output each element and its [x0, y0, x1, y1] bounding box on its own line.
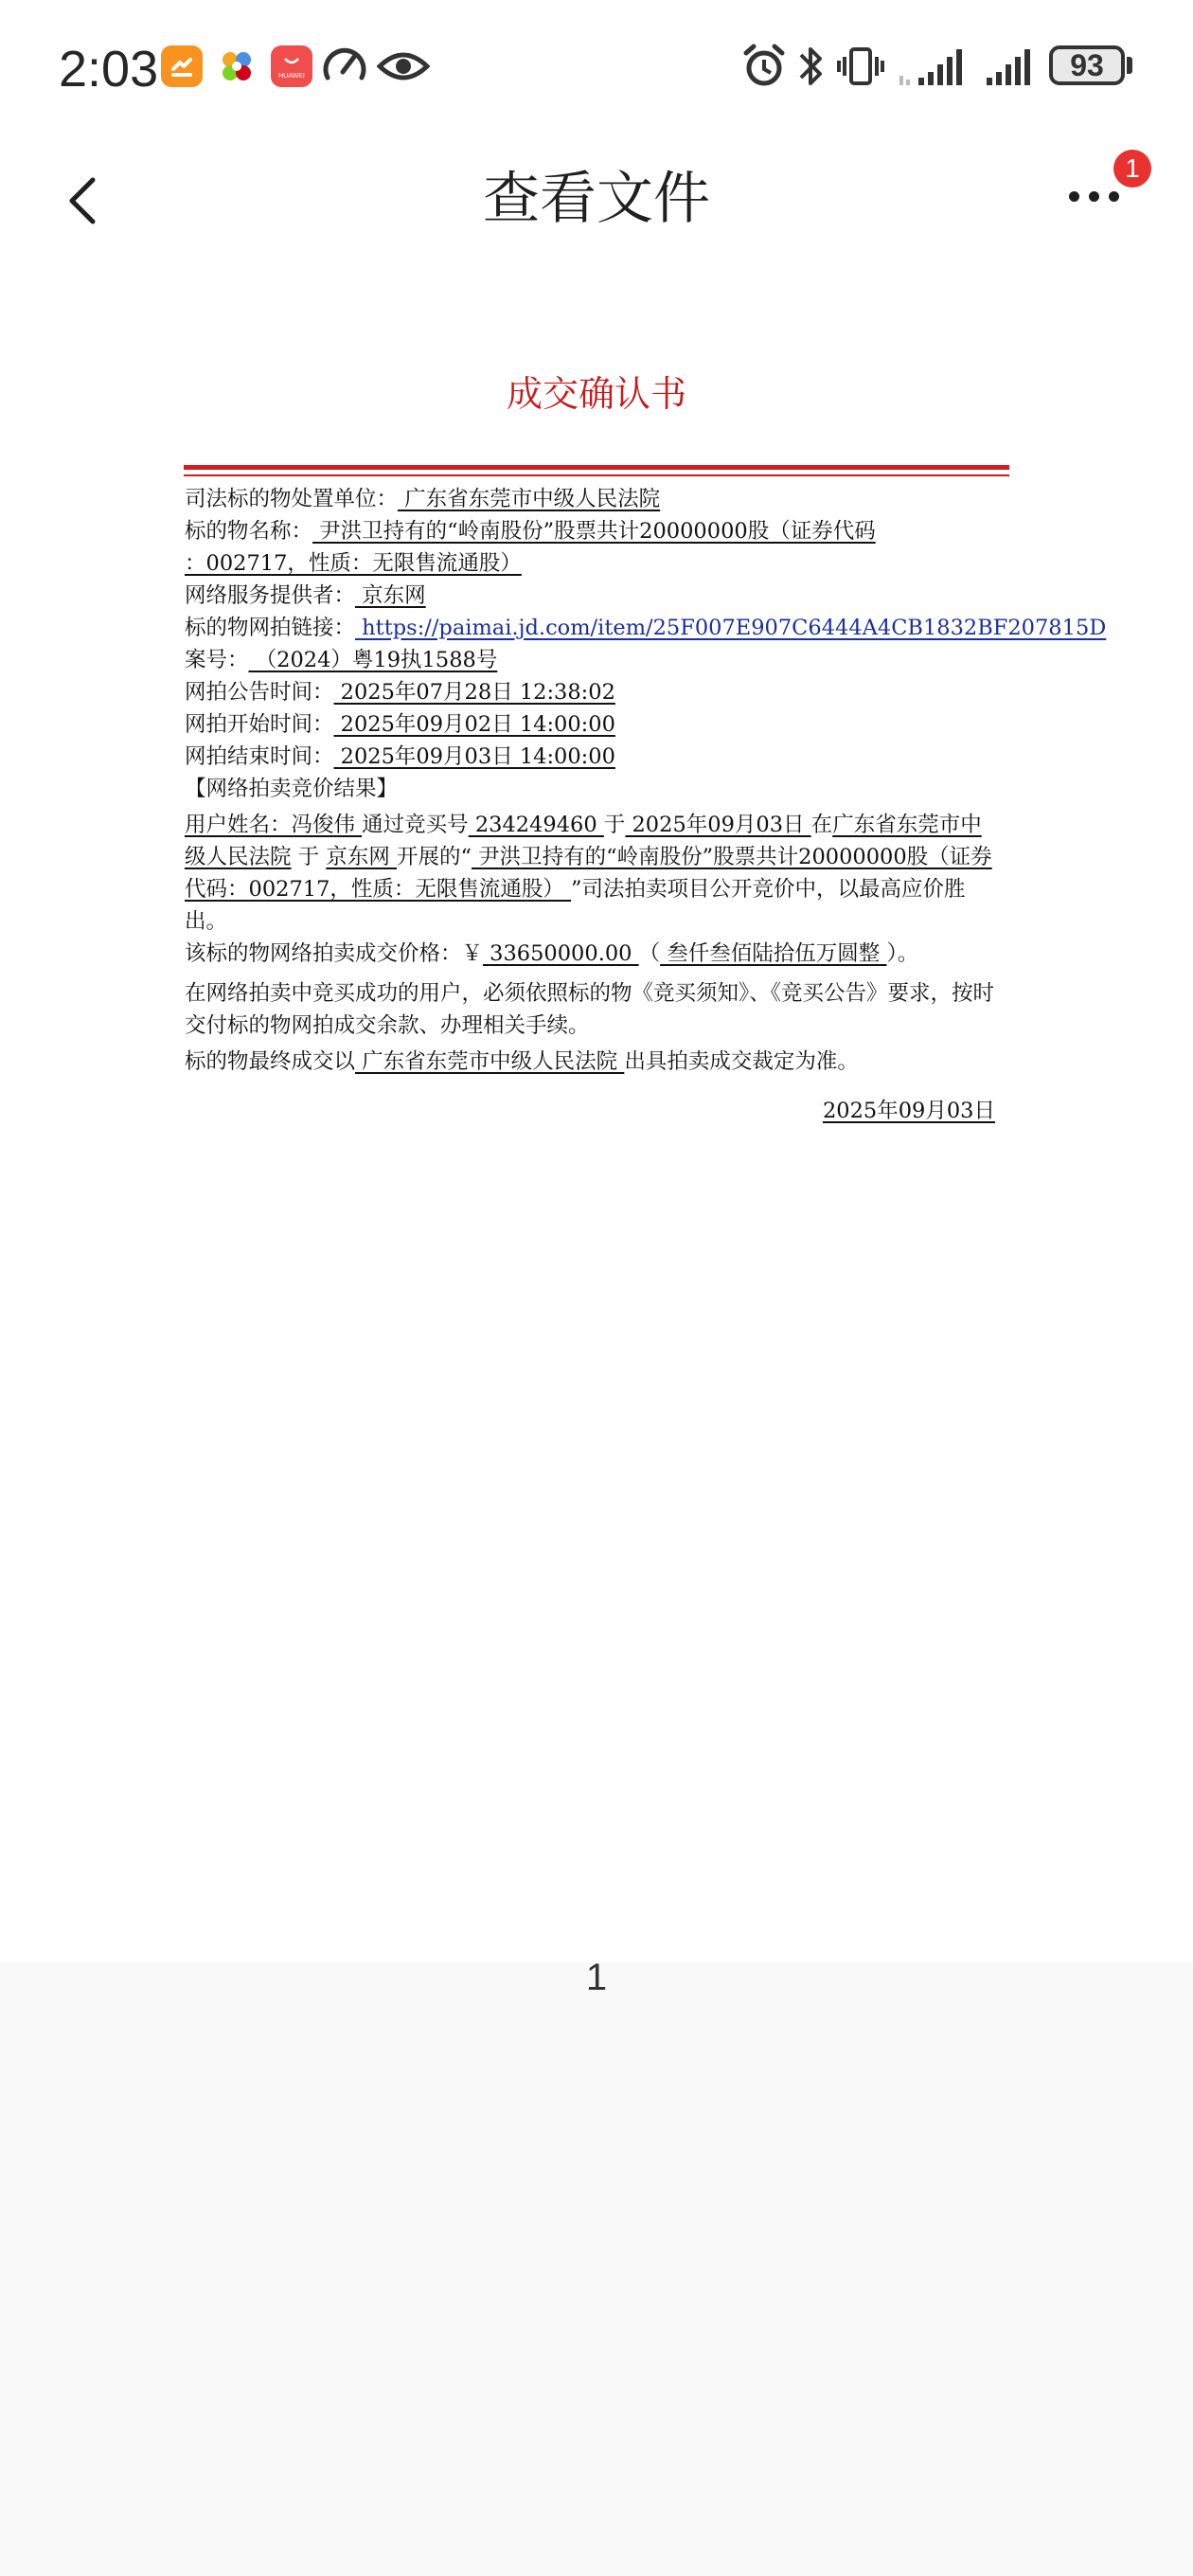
status-bar	[0, 0, 1193, 133]
document-body	[185, 483, 1107, 1127]
item-name-value: 尹洪卫持有的“岭南股份”股票共计20000000股（证券代码	[312, 519, 876, 544]
page-background	[0, 1962, 1193, 2576]
orange-app-icon	[161, 45, 203, 87]
court-value: 广东省东莞市中级人民法院	[398, 487, 661, 511]
case-value: （2024）粤19执1588号	[248, 648, 498, 672]
result-heading: 【网络拍卖竞价结果】	[185, 777, 399, 801]
start-value: 2025年09月02日 14:00:00	[333, 712, 615, 737]
bluetooth-icon	[795, 42, 828, 91]
document-title: 成交确认书	[506, 373, 686, 415]
battery-level: 93	[1070, 47, 1104, 82]
battery-tip	[1127, 57, 1132, 74]
battery-indicator	[1049, 45, 1125, 85]
link-line: 标的物网拍链接： https://paimai.jd.com/item/25F007E907C6444A4CB1832BF207815D	[185, 616, 1107, 640]
eye-icon	[377, 42, 430, 91]
price-line: 该标的物网络拍卖成交价格：￥ 33650000.00 （ 叁仟叁佰陆拾伍万圆整 ）。	[185, 941, 919, 966]
page-number: 1	[585, 1957, 608, 1998]
page-title: 查看文件	[483, 166, 710, 232]
alarm-icon	[742, 42, 786, 91]
end-line: 网拍结束时间： 2025年09月03日 14:00:00	[185, 744, 615, 769]
vibrate-icon	[837, 42, 884, 91]
announce-value: 2025年07月28日 12:38:02	[333, 680, 615, 705]
title-rule-thick	[184, 465, 1009, 470]
pinwheel-app-icon	[216, 45, 258, 87]
title-rule-thin	[184, 474, 1009, 476]
svg-text:HUAWEI: HUAWEI	[278, 73, 305, 80]
price-value: 33650000.00	[483, 941, 639, 966]
document-date: 2025年09月03日	[822, 1099, 995, 1123]
provider-value: 京东网	[355, 583, 426, 608]
result-paragraph: 用户姓名：冯俊伟 通过竞买号 234249460 于 2025年09月03日 在广东省东莞市中级人民法院 于 京东网 开展的“ 尹洪卫持有的“岭南股份”股票共计20000000股（证券代码：002717，性质：无限售流通股） ”司法拍卖项目公开竞价中，以最高应价胜出。	[185, 813, 992, 934]
auction-link[interactable]: https://paimai.jd.com/item/25F007E907C6444A4CB1832BF207815D	[355, 616, 1107, 640]
speedometer-icon	[320, 42, 369, 91]
status-time: 2:03	[59, 41, 159, 98]
final-paragraph: 标的物最终成交以 广东省东莞市中级人民法院 出具拍卖成交裁定为准。	[185, 1049, 859, 1074]
provider-line: 网络服务提供者： 京东网	[185, 583, 426, 608]
notice-paragraph: 在网络拍卖中竞买成功的用户，必须依照标的物《竞买须知》、《竞买公告》要求，按时交付标的物网拍成交余款、办理相关手续。	[185, 981, 995, 1038]
item-name-line: 标的物名称： 尹洪卫持有的“岭南股份”股票共计20000000股（证券代码	[185, 519, 876, 544]
court-line: 司法标的物处置单位： 广东省东莞市中级人民法院	[185, 487, 661, 511]
notification-badge: 1	[1113, 150, 1151, 188]
start-line: 网拍开始时间： 2025年09月02日 14:00:00	[185, 712, 615, 737]
price-words: 叁仟叁佰陆拾伍万圆整	[660, 941, 887, 966]
case-line: 案号： （2024）粤19执1588号	[185, 648, 498, 672]
huawei-app-icon	[271, 45, 312, 87]
title-bar	[0, 133, 1193, 265]
announce-line: 网拍公告时间： 2025年07月28日 12:38:02	[185, 680, 615, 705]
item-name-line-2: ：002717，性质：无限售流通股）	[185, 551, 522, 576]
more-dots-icon	[1069, 191, 1079, 202]
signal-icon	[898, 42, 966, 91]
signal-icon	[985, 42, 1038, 91]
end-value: 2025年09月03日 14:00:00	[333, 744, 615, 769]
document-page	[0, 265, 1193, 1962]
